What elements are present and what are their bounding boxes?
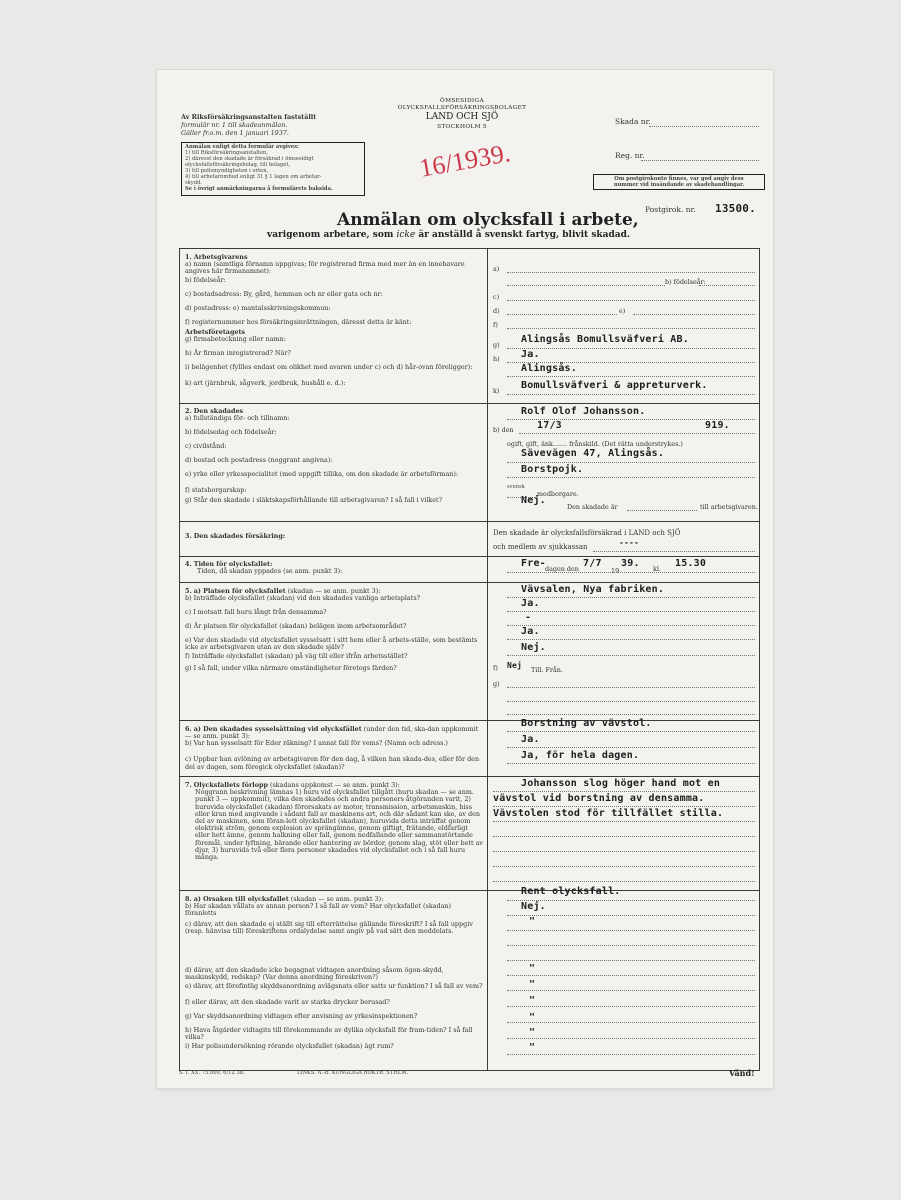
s2-b-year: 919.: [705, 420, 730, 431]
answer-line: [507, 975, 755, 976]
answer-line: [507, 747, 755, 748]
section-divider: [179, 403, 760, 404]
s1-g-value: Alingsås Bomullsväfveri AB.: [521, 334, 689, 345]
label-item: f) statsborgarskap:: [185, 486, 247, 495]
label-item: f) Inträffade olycksfallet (skadan) på väg till eller ifrån arbetsstället?: [185, 652, 408, 661]
section-divider: [179, 556, 760, 557]
answer-line: [507, 763, 755, 764]
answer-line: [507, 990, 755, 991]
section-number: 7.: [185, 781, 192, 789]
row-letter: f): [493, 321, 498, 329]
postgirok-value: 13500.: [715, 202, 756, 215]
ditto-mark: ": [529, 995, 536, 1006]
s1-b-label: b) födelseår:: [665, 278, 706, 286]
section-number: 5.: [185, 587, 192, 595]
s2-f-suffix: medborgare.: [537, 490, 579, 498]
section-number: 6.: [185, 725, 192, 733]
instructions-line: Se i övrigt anmärkningarna å formulärets baksida.: [185, 186, 333, 192]
answer-line: [493, 881, 755, 882]
section-title: Tiden för olycksfallet:: [193, 560, 273, 568]
footer-vand: Vänd!: [729, 1068, 755, 1078]
instructions-line: 3) till polismyndigheten i orten,: [185, 168, 269, 174]
label-item: c) därav, att den skadade ej ställt sig till efterrättelse gällande föreskrift? I så fall uppgiv (resp. hänvisa till) föreskriftens ordalydelse samt angiv på vad sätt den meddelats.: [185, 920, 473, 936]
s5-b-value: Ja.: [521, 598, 540, 609]
company-top: ÖMSESIDIGA: [440, 98, 484, 104]
row-letter: a): [493, 265, 500, 273]
form-page: [157, 70, 773, 1088]
s7-line3: Vävstolen stod för tillfället stilla.: [493, 808, 724, 819]
answer-line: [493, 851, 755, 852]
label-item: c) bostadsadress: By, gård, hemman och nr eller gata och nr:: [185, 290, 383, 299]
row-letter: k): [493, 387, 500, 395]
s6-b-value: Ja.: [521, 734, 540, 745]
label-item: g) I så fall, under vilka närmare omständigheter företogs färden?: [185, 664, 397, 673]
answer-line: [507, 960, 755, 961]
instructions-line: skydd.: [185, 180, 203, 186]
company-name: LAND OCH SJÖ: [425, 112, 499, 122]
header-left-line2: formulär nr. 1 till skadeanmälan.: [181, 121, 288, 129]
answer-line: [507, 930, 755, 931]
section-4-labels: [185, 561, 342, 575]
header-left-line3: Gäller fr.o.m. den 1 januari 1937.: [181, 129, 289, 137]
section-6-labels: [185, 726, 483, 771]
answer-line: [493, 866, 755, 867]
answer-line: [699, 285, 755, 286]
s2-g-suffix1: Den skadade är: [567, 503, 618, 511]
company-city: STOCKHOLM 5: [437, 124, 487, 130]
section-title: Arbetsgivarens: [193, 253, 248, 261]
section-7-labels: [185, 782, 483, 861]
s4-year-prefix: 19: [611, 567, 620, 575]
ditto-mark: ": [529, 979, 536, 990]
postgiro-note-box: [593, 174, 765, 190]
answer-line: [507, 376, 755, 377]
label-item: b) Var han sysselsatt för Eder räkning? I annat fall för vems? (Namn och adress.): [185, 739, 448, 748]
label-item: k) art (järnbruk, sågverk, jordbruk, hushåll e. d.):: [185, 379, 346, 388]
answer-line: [507, 655, 755, 656]
answer-line: [507, 314, 617, 315]
s1-k-value: Bomullsväfveri & appreturverk.: [521, 380, 708, 391]
frame-top: [179, 248, 760, 249]
answer-line: [507, 348, 755, 349]
s3-dash: ----: [619, 538, 640, 547]
s1-i-value: Alingsås.: [521, 363, 577, 374]
label-item: b) Inträffade olycksfallet (skadan) vid den skadades vanliga arbetsplats?: [185, 594, 421, 603]
label-item: f) eller därav, att den skadade varit av starka drycker berusad?: [185, 998, 390, 1007]
label-item: c) I motsatt fall huru långt från densamma?: [185, 608, 327, 617]
answer-line: [507, 597, 755, 598]
answer-line: [627, 510, 697, 511]
section-number: 2.: [185, 407, 192, 415]
s2-d-value: Sävevägen 47, Alingsås.: [521, 448, 665, 459]
answer-line: [507, 915, 755, 916]
instructions-title: Anmälan enligt detta formulär avgives:: [185, 144, 299, 150]
s7-line1: Johansson slog höger hand mot en: [521, 778, 721, 789]
answer-line: [493, 791, 755, 792]
label-item: i) Har polisundersökning rörande olycksfallet (skadan) ägt rum?: [185, 1042, 394, 1051]
s2-c-options: ogift, gift, änk....... frånskild. (Det rätta understrykes.): [507, 440, 683, 448]
answer-line: [507, 477, 755, 478]
label-item: (skadans uppkomst — se anm. punkt 3):: [269, 781, 400, 789]
section-number: 3.: [185, 532, 192, 540]
answer-line: [507, 1054, 755, 1055]
label-item: (skadan — se anm. punkt 3):: [290, 895, 384, 903]
answer-line: [507, 639, 755, 640]
answer-line: [507, 328, 755, 329]
frame-right: [759, 248, 760, 1070]
instructions-line: 2) däresst den skadade är försäkrad i ömsesidigt: [185, 156, 314, 162]
row-letter: e): [619, 307, 626, 315]
subtitle-pre: varigenom arbetare, som: [267, 230, 394, 240]
label-item: h) Hava åtgärder vidtagits till förekommande av dylika olycksfall för fram-tiden? I så fall vilka?: [185, 1026, 473, 1042]
label-item: d) därav, att den skadade icke begagnat vidtagen anordning såsom ögon-skydd, maskinskydd, redskap? (Var denna anordning föreskriven?): [185, 966, 444, 982]
label-item: e) yrke eller yrkesspecialitet (med uppgift tillika, om den skadade är arbetsförman):: [185, 470, 459, 479]
postgirok-label: Postgirok. nr.: [645, 205, 696, 214]
row-letter: g): [493, 680, 500, 688]
answer-line: [507, 572, 755, 573]
section-3-label: [185, 533, 285, 540]
label-item: g) Var skyddsanordning vidtagen efter anvisning av yrkesinspektionen?: [185, 1012, 418, 1021]
section-divider: [179, 720, 760, 721]
section-divider: [179, 521, 760, 522]
answer-line: [507, 731, 755, 732]
label-item: e) Var den skadade vid olycksfallet sysselsatt i sitt hem eller å arbets-ställe, som bestämts icke av arbetsgivaren utan av den skadade själv?: [185, 636, 478, 652]
s4-kl: kl.: [653, 565, 661, 573]
label-item: Noggrann beskrivning lämnas 1) huru vid olycksfallet tillgått (huru skadan — se anm. punkt 3 — uppkommit), vilka den skadades och andra personers åtgöranden varit, 2) huruvida olycksfallet (skadan) förorsakats av motor, transmission, arbetsmaskin, hiss eller kran med angivande i sådant fall av maskinens art, och där sådant kan ske, av den del av maskinen, som föran-lett olycksfallet (skadan), huruvida detta inträffat genom elektrisk ström, genom explosion av sprängämne, genom giftigt, frätande, eldfarligt eller hett ämne, genom halkning eller fall, genom nedfallande eller sammanstörtande föremål, under lyftning, bärande eller hantering av bördor, genom slag, stöt eller bett av djur, 3) huruvida två eller flera personer skadades vid olycksfallet och i så fall huru många.: [195, 788, 483, 862]
s7-line2: vävstol vid borstning av densamma.: [493, 793, 705, 804]
label-item: b) Har skadan vållats av annan person? I så fall av vem? Har olycksfallet (skadan) föranletts: [185, 902, 452, 918]
section-title: a) Den skadades sysselsättning vid olycksfället: [193, 725, 362, 733]
s2-g-suffix2: till arbetsgivaren.: [700, 503, 758, 511]
skada-nr-label: Skada nr.: [615, 117, 651, 126]
section-number: 1.: [185, 253, 192, 261]
answer-line: [507, 272, 755, 273]
label-item: g) firmabeteckning eller namn:: [185, 335, 286, 344]
answer-line: [593, 551, 755, 552]
s2-e-value: Borstpojk.: [521, 464, 584, 475]
row-letter: f): [493, 664, 498, 672]
answer-line: [493, 806, 755, 807]
frame-middle: [487, 248, 488, 1070]
answer-line: [493, 836, 755, 837]
label-item: d) postadress: e) mantalsskrivningskommun:: [185, 304, 331, 313]
section-divider: [179, 582, 760, 583]
label-item: b) födelsedag och födelseår:: [185, 428, 277, 437]
answer-line: [507, 687, 755, 688]
label-item: i) belägenhet (fyllles endast om olikhet med avaren under c) och d) hår-ovan föreligger):: [185, 363, 473, 372]
s2-g-value: Nej.: [521, 495, 546, 506]
label-item: c) Uppbar han avlöning av arbetsgivaren för den dag, å vilken han skada-des, eller för den del av dagen, som föregick olycksfallet (skadan)?: [185, 755, 480, 771]
ditto-mark: ": [529, 963, 536, 974]
footer-left: S. I. XX. 75.000. 6/12 38.: [179, 1070, 245, 1076]
s4-date: 7/7: [583, 558, 602, 569]
s3-line2: och medlem av sjukkassan: [493, 543, 588, 551]
frame-bottom: [179, 1070, 760, 1071]
instructions-line: 4) till arbetarombud enligt 31 § 1 lagen om arbetar-: [185, 174, 322, 180]
label-item: Arbetsföretagets: [185, 328, 246, 337]
answer-line: [507, 945, 755, 946]
section-title: Den skadades: [193, 407, 244, 415]
ditto-mark: ": [529, 1027, 536, 1038]
label-item: g) Står den skadade i släktskapsförhållande till arbetsgivaren? I så fall i vilket?: [185, 496, 443, 505]
s4-year: 39.: [621, 558, 640, 569]
label-item: (under den tid, ska-dan uppkommit — se anm. punkt 3):: [185, 725, 479, 741]
label-item: (skadan — se anm. punkt 3):: [287, 587, 381, 595]
label-item: b) födelseår:: [185, 276, 226, 285]
label-item: h) Är firman inregistrerad? När?: [185, 349, 291, 358]
s4-time: 15.30: [675, 558, 707, 569]
s5-f-suffix: Till. Från.: [531, 666, 563, 674]
section-title: Den skadades försäkring:: [193, 532, 286, 540]
section-title: a) Orsaken till olycksfallet: [193, 895, 289, 903]
section-5-labels: [185, 588, 483, 672]
answer-line: [507, 394, 755, 395]
s2-f-over: svensk: [507, 484, 525, 490]
label-item: c) civilstånd:: [185, 442, 227, 451]
answer-line: [633, 314, 755, 315]
reg-nr-label: Reg. nr.: [615, 151, 645, 160]
red-stamp: 16/1939.: [417, 138, 513, 183]
section-8-labels: [185, 896, 483, 1050]
form-subtitle: [267, 230, 630, 240]
label-item: f) registernummer hos försäkringsinrättningen, däresst detta är känt:: [185, 318, 412, 327]
answer-line: [493, 821, 755, 822]
row-letter: g): [493, 341, 500, 349]
s2-b-day: 17/3: [537, 420, 562, 431]
section-divider: [179, 890, 760, 891]
answer-line: [507, 625, 755, 626]
section-number: 8.: [185, 895, 192, 903]
instructions-line: olycksfallsförsäkringsbolag, till bolaget,: [185, 162, 291, 168]
ditto-mark: ": [529, 1012, 536, 1023]
answer-line: [507, 611, 755, 612]
section-number: 4.: [185, 560, 192, 568]
answer-line: [519, 433, 755, 434]
answer-line: [507, 714, 755, 715]
header-left-line1: Av Riksförsäkringsanstalten fastställt: [181, 113, 317, 121]
ditto-mark: ": [529, 916, 536, 927]
skada-nr-line: [649, 126, 759, 127]
s4-dagen: dagen den: [545, 565, 579, 573]
s5-d-value: Ja.: [521, 626, 540, 637]
answer-line: [507, 1006, 755, 1007]
instructions-box: [181, 142, 365, 196]
label-item: a) namn (samtliga förnamn uppgivas; för registrerad firma med mer än en innehavare angives här firmanamnet):: [185, 260, 465, 276]
answer-line: [507, 462, 755, 463]
s8-a-value: Rent olycksfall.: [521, 886, 621, 897]
label-item: a) fullständiga för- och tillnamn:: [185, 414, 290, 423]
row-letter: h): [493, 355, 500, 363]
label-item: e) därav, att förefintlig skyddsanordning avlägsnats eller satts ur funktion? I så fall av vem?: [185, 982, 483, 991]
s5-a-value: Vävsalen, Nya fabriken.: [521, 584, 665, 595]
label-item: d) bostad och postadress (noggrant angivna):: [185, 456, 333, 465]
section-2-labels: [185, 408, 483, 504]
answer-line: [507, 1038, 755, 1039]
label-item: Tiden, då skadan yppades (se anm. punkt 3):: [197, 567, 343, 576]
s5-e-value: Nej.: [521, 642, 546, 653]
s5-c-value: -: [525, 612, 532, 623]
s6-a-value: Borstning av vävstol.: [521, 718, 652, 729]
s3-line1: Den skadade är olycksfallsförsäkrad i LAND och SJÖ: [493, 529, 681, 537]
s5-f-value: Nej: [507, 661, 523, 670]
row-letter: c): [493, 293, 500, 301]
answer-line: [507, 300, 755, 301]
footer-center: LINKS. A.-B. KUNGLIGA BOKTR. STHLM.: [297, 1070, 409, 1076]
form-title: Anmälan om olycksfall i arbete,: [337, 210, 639, 230]
row-letter: d): [493, 307, 500, 315]
s4-day: Fre-: [521, 558, 546, 569]
s1-h-value: Ja.: [521, 349, 540, 360]
frame-left: [179, 248, 180, 1070]
answer-line: [507, 701, 755, 702]
subtitle-icke: icke: [396, 230, 416, 240]
s2-b-prefix: b) den: [493, 426, 514, 434]
postgiro-note-line2: nummer vid insändande av skadehandlingar.: [613, 182, 745, 188]
postgiro-note-line1: Om postgirokonto finnes, var god angiv dess: [614, 176, 744, 182]
section-title: a) Platsen för olycksfallet: [193, 587, 286, 595]
s2-a-value: Rolf Olof Johansson.: [521, 406, 646, 417]
section-divider: [179, 776, 760, 777]
answer-line: [507, 1022, 755, 1023]
section-1-labels: [185, 254, 483, 388]
company-mid: OLYCKSFALLSFÖRSÄKRINGSBOLAGET: [397, 105, 527, 111]
ditto-mark: ": [529, 1042, 536, 1053]
label-item: d) Är platsen för olycksfallet (skadan) belägen inom arbetsområdet?: [185, 622, 407, 631]
subtitle-post: är anställd å svenskt fartyg, blivit skadad.: [418, 230, 631, 240]
s8-b-value: Nej.: [521, 901, 546, 912]
answer-line: [507, 285, 665, 286]
instructions-line: 1) till Riksförsäkringsanstalten,: [185, 150, 269, 156]
reg-nr-line: [641, 160, 759, 161]
s6-c-value: Ja, för hela dagen.: [521, 750, 640, 761]
section-title: Olycksfallets förlopp: [193, 781, 268, 789]
